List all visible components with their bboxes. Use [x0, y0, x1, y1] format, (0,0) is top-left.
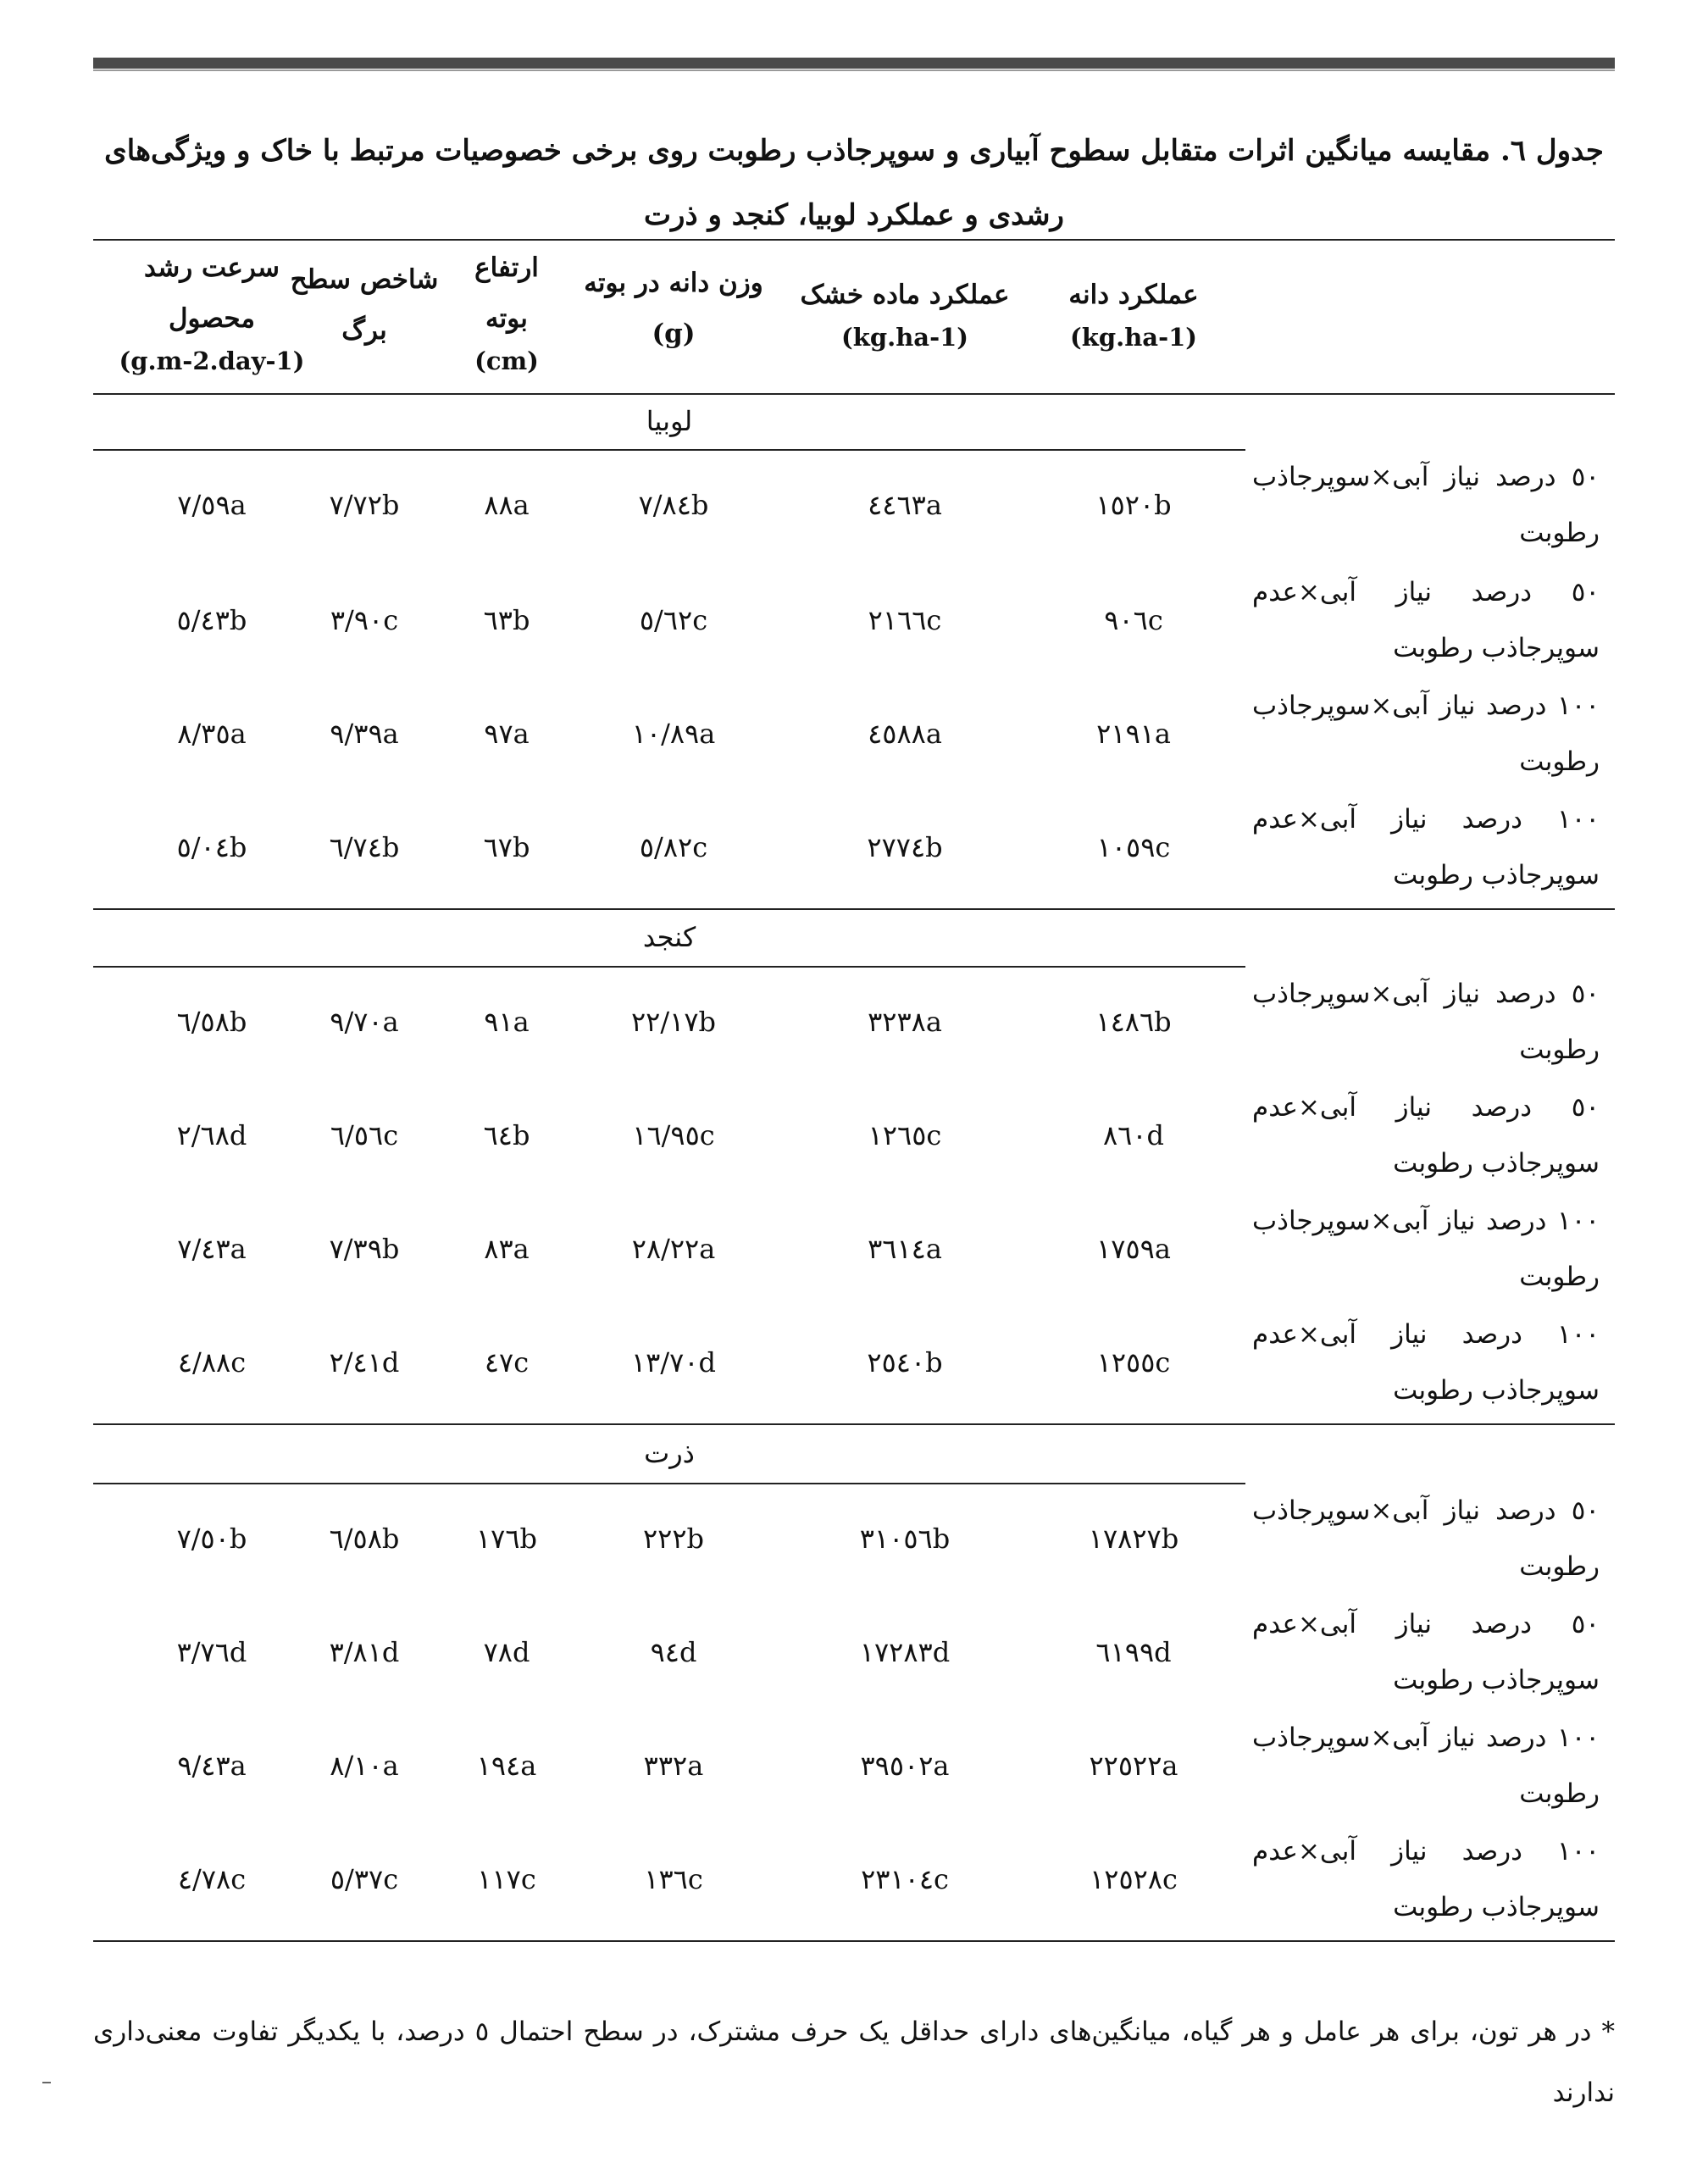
table-cell: ٧/٧٢b [329, 489, 400, 521]
table-cell: ٩١a [484, 1006, 530, 1038]
column-header-2 [795, 269, 1015, 354]
treatment-label: ٥٠ درصد نیاز آبی×سوپرجاذب رطوبت [1252, 979, 1600, 1065]
column-header-unit: (cm) [474, 347, 539, 375]
group-subheader-rule [93, 966, 1245, 968]
column-header-title: عملکرد دانه [1068, 280, 1199, 310]
treatment-label: ٥٠ درصد نیاز آبی×سوپرجاذب رطوبت [1252, 1495, 1600, 1582]
group-title: کنجد [642, 921, 696, 953]
table-caption: جدول ٦. مقایسه میانگین اثرات متقابل سطوح آبیاری و سوپرجاذب رطوبت روی برخی خصوصیات مرتبط با خاک و ویژگی‌های رشدی و عملکرد لوبیا، کنجد و ذرت [104, 134, 1604, 232]
table-cell: ٢/٦٨d [176, 1119, 247, 1151]
table-cell: ٢٢/١٧b [630, 1006, 716, 1038]
table-cell: ٧٨d [483, 1636, 530, 1668]
treatment-label: ٥٠ درصد نیاز آبی×عدم سوپرجاذب رطوبت [1252, 1609, 1600, 1695]
table-cell: ٢٥٤٠b [867, 1346, 943, 1379]
group-title: ذرت [644, 1437, 695, 1469]
treatment-label: ٥٠ درصد نیاز آبی×سوپرجاذب رطوبت [1252, 462, 1600, 548]
table-cell: ١٢٥٢٨c [1090, 1863, 1178, 1895]
table-cell: ١٩٤a [476, 1750, 537, 1782]
table-cell: ١٧٥٩a [1096, 1233, 1171, 1265]
header-bottom-rule [93, 393, 1615, 395]
table-cell: ٢٣١٠٤c [861, 1863, 949, 1895]
table-cell: ٨٨a [484, 489, 530, 521]
column-header-title: ارتفاع بوته [474, 252, 539, 334]
table-cell: ٢٢٢b [642, 1523, 705, 1555]
table-cell: ٨/١٠a [330, 1750, 399, 1782]
column-header-title: شاخص سطح برگ [290, 264, 439, 346]
table-cell: ٥/٤٣b [176, 604, 247, 636]
header-rule [93, 58, 1615, 69]
table-cell: ٣/٨١d [329, 1636, 400, 1668]
group-subheader-rule [93, 449, 1245, 451]
column-header-unit: (g.m-2.day-1) [119, 347, 305, 375]
table-cell: ٣/٩٠c [330, 604, 399, 636]
table-cell: ٤/٧٨c [177, 1863, 247, 1895]
table-cell: ٤٤٦٣a [868, 489, 942, 521]
treatment-label: ١٠٠ درصد نیاز آبی×سوپرجاذب رطوبت [1252, 1206, 1600, 1292]
table-cell: ٤٥٨٨a [868, 718, 942, 750]
table-cell: ٥/٨٢c [639, 831, 708, 863]
table-cell: ١٠/٨٩a [631, 718, 716, 750]
table-cell: ٨/٣٥a [177, 718, 247, 750]
treatment-label: ١٠٠ درصد نیاز آبی×سوپرجاذب رطوبت [1252, 1722, 1600, 1809]
group-subheader-rule [93, 1483, 1245, 1484]
table-cell: ٧/٣٩b [329, 1233, 400, 1265]
table-cell: ٣٩٥٠٢a [860, 1750, 950, 1782]
column-header-3 [580, 258, 767, 359]
table-bottom-rule [93, 1940, 1615, 1942]
column-header-6 [119, 242, 305, 378]
table-cell: ٦/٧٤b [329, 831, 400, 863]
table-cell: ٣/٧٦d [176, 1636, 247, 1668]
table-cell: ١٦/٩٥c [632, 1119, 715, 1151]
table-cell: ٢٢٥٢٢a [1089, 1750, 1178, 1782]
treatment-label: ١٠٠ درصد نیاز آبی×عدم سوپرجاذب رطوبت [1252, 1836, 1600, 1922]
table-cell: ٦٣b [483, 604, 530, 636]
treatment-label: ٥٠ درصد نیاز آبی×عدم سوپرجاذب رطوبت [1252, 1092, 1600, 1179]
table-cell: ١١٧c [477, 1863, 536, 1895]
table-cell: ٤/٨٨c [177, 1346, 247, 1379]
table-cell: ١٤٨٦b [1095, 1006, 1172, 1038]
table-top-rule [93, 239, 1615, 241]
table-cell: ٤٧c [484, 1346, 530, 1379]
table-cell: ١٥٢٠b [1095, 489, 1172, 521]
table-cell: ٩/٣٩a [330, 718, 399, 750]
table-cell: ٣٣٢a [643, 1750, 704, 1782]
group-bottom-rule [93, 908, 1615, 910]
table-cell: ١٢٦٥c [868, 1119, 942, 1151]
table-cell: ٣٢٣٨a [868, 1006, 942, 1038]
column-header-unit: (kg.ha-1) [841, 323, 968, 352]
column-header-unit: (kg.ha-1) [1070, 323, 1197, 352]
treatment-label: ١٠٠ درصد نیاز آبی×عدم سوپرجاذب رطوبت [1252, 1319, 1600, 1406]
table-cell: ٥/٦٢c [639, 604, 708, 636]
table-cell: ٧/٤٣a [177, 1233, 247, 1265]
table-cell: ٩/٧٠a [330, 1006, 399, 1038]
table-cell: ٧/٥٩a [177, 489, 247, 521]
table-cell: ٩٠٦c [1104, 604, 1163, 636]
table-cell: ٧/٥٠b [176, 1523, 247, 1555]
table-cell: ١٧٦b [475, 1523, 538, 1555]
table-cell: ٥/٣٧c [330, 1863, 399, 1895]
table-cell: ٣١٠٥٦b [859, 1523, 951, 1555]
table-cell: ٢٧٧٤b [867, 831, 943, 863]
column-header-4 [456, 242, 557, 378]
table-cell: ٦/٥٨b [329, 1523, 400, 1555]
table-cell: ٧/٨٤b [638, 489, 709, 521]
table-cell: ١٣٦c [644, 1863, 703, 1895]
table-cell: ٦١٩٩d [1095, 1636, 1172, 1668]
column-header-5 [288, 254, 441, 356]
table-cell: ٩/٤٣a [177, 1750, 247, 1782]
column-header-title: وزن دانه در بوته (g) [584, 268, 763, 349]
column-header-title: سرعت رشد محصول [143, 252, 280, 334]
table-cell: ١٧٨٢٧b [1088, 1523, 1179, 1555]
treatment-label: ١٠٠ درصد نیاز آبی×سوپرجاذب رطوبت [1252, 691, 1600, 777]
table-cell: ٦٧b [483, 831, 530, 863]
header-rule-thin [93, 69, 1615, 71]
group-bottom-rule [93, 1423, 1615, 1425]
column-header-1 [1049, 269, 1218, 354]
column-header-title: عملکرد ماده خشک [800, 280, 1010, 310]
table-cell: ١٣/٧٠d [630, 1346, 716, 1379]
table-cell: ٦/٥٨b [176, 1006, 247, 1038]
table-footnote: * در هر تون، برای هر عامل و هر گیاه، میانگین‌های دارای حداقل یک حرف مشترک، در سطح احتمال ٥ درصد، با یکدیگر تفاوت معنی‌داری ندارند [93, 2016, 1615, 2108]
table-cell: ٩٧a [484, 718, 530, 750]
margin-mark [42, 2082, 51, 2083]
table-cell: ٩٤d [650, 1636, 697, 1668]
treatment-label: ٥٠ درصد نیاز آبی×عدم سوپرجاذب رطوبت [1252, 577, 1600, 663]
table-cell: ١٢٥٥c [1096, 1346, 1171, 1379]
table-cell: ٢/٤١d [329, 1346, 400, 1379]
table-cell: ٢١٦٦c [868, 604, 942, 636]
table-cell: ٥/٠٤b [176, 831, 247, 863]
table-cell: ٣٦١٤a [868, 1233, 942, 1265]
group-title: لوبیا [646, 405, 693, 437]
table-cell: ١٧٢٨٣d [859, 1636, 951, 1668]
table-cell: ٢٨/٢٢a [631, 1233, 716, 1265]
table-cell: ٨٣a [484, 1233, 530, 1265]
table-cell: ٦/٥٦c [330, 1119, 399, 1151]
table-cell: ١٠٥٩c [1096, 831, 1171, 863]
table-cell: ٢١٩١a [1096, 718, 1171, 750]
treatment-label: ١٠٠ درصد نیاز آبی×عدم سوپرجاذب رطوبت [1252, 804, 1600, 890]
table-cell: ٨٦٠d [1102, 1119, 1165, 1151]
table-cell: ٦٤b [483, 1119, 530, 1151]
